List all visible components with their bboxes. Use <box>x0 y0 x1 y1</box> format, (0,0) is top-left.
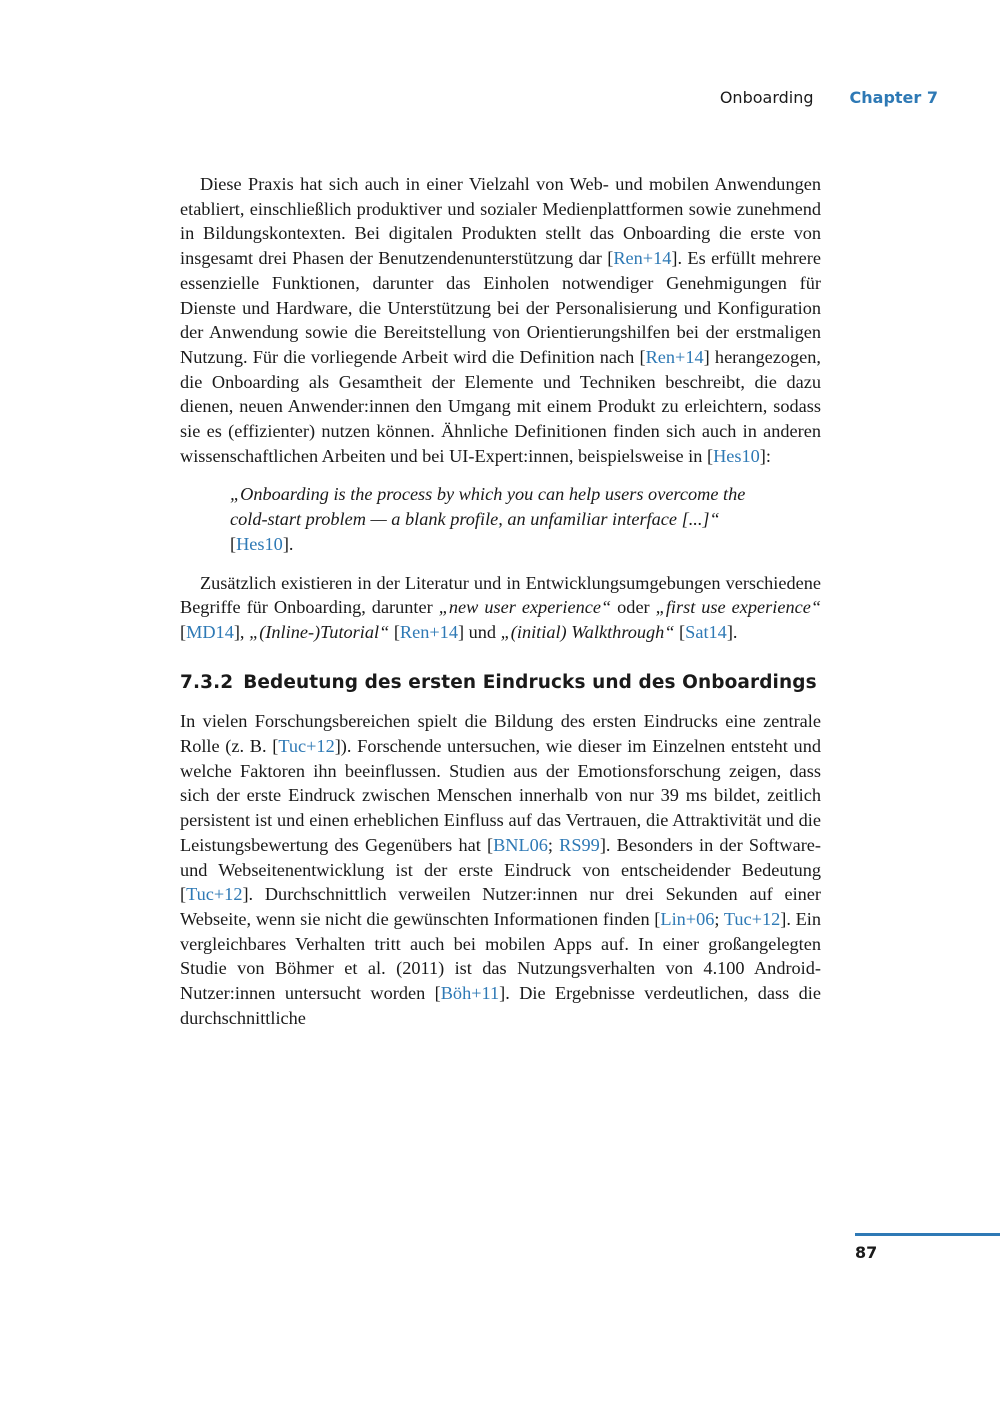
citation-link[interactable]: Lin+06 <box>660 908 715 929</box>
paragraph-2 <box>180 571 821 645</box>
citation-link[interactable]: Ren+14 <box>613 248 672 269</box>
section-number: 7.3.2 <box>180 671 234 693</box>
footer-rule <box>855 1233 1000 1236</box>
text-run: ]. Die Ergebnisse verdeutlichen, dass die durchschnittliche <box>180 983 821 1028</box>
citation-link[interactable]: RS99 <box>559 834 600 855</box>
emphasis: „(Inline-)Tutorial“ <box>249 621 390 642</box>
running-head-section: Onboarding <box>719 88 814 107</box>
citation-link[interactable]: Böh+11 <box>440 983 500 1004</box>
citation-link[interactable]: Tuc+12 <box>278 736 335 757</box>
citation-link[interactable]: BNL06 <box>493 834 548 855</box>
text-run: oder <box>611 597 656 618</box>
text-run: ]. <box>726 621 738 642</box>
paragraph-3 <box>180 709 821 1030</box>
running-head <box>720 88 938 107</box>
text-run: ], <box>233 621 250 642</box>
citation-link[interactable]: Tuc+12 <box>723 908 781 929</box>
text-run: ]: <box>759 445 771 466</box>
text-run: ]). Forschende untersuchen, wie dieser im Einzelnen entsteht und welche Faktoren ihn beeinflussen. Studien aus der Emotionsforschung zeigen, dass sich der erste Eindruck zwischen Menschen innerhalb von nur 39 ms bildet, zeitlich persistent ist und einen erheblichen Einfluss auf das Vertrauen, die Attraktivität und die Leistungsbewertung des Gegenübers hat [ <box>180 736 821 855</box>
citation-link[interactable]: Sat14 <box>685 621 727 642</box>
text-run: [ <box>389 621 400 642</box>
text-run: In vielen Forschungsbereichen spielt die Bildung des ersten Eindrucks eine zentrale Rolle (z. B. [ <box>180 711 821 757</box>
text-run: ]. <box>282 533 294 554</box>
text-run: [ <box>180 621 187 642</box>
block-quote <box>230 482 771 556</box>
text-run: [ <box>674 621 686 642</box>
emphasis: „new user experience“ <box>438 597 612 618</box>
text-run: ] und <box>457 621 501 642</box>
text-run: ]. Es erfüllt mehrere essenzielle Funktionen, darunter das Einholen notwendiger Genehmigungen für Dienste und Hardware, die Unterstützung bei der Personalisierung und Konfiguration der Anwendung sowie die Bereitstellung von Orientierungshilfen bei der erstmaligen Nutzung. Für die vorliegende Arbeit wird die Definition nach [ <box>180 248 821 367</box>
page-number: 87 <box>855 1243 878 1262</box>
text-run: ]. Durchschnittlich verweilen Nutzer:innen nur drei Sekunden auf einer Webseite, wenn sie nicht die gewünschten Informationen finden [ <box>180 884 821 929</box>
text-run: ]. Besonders in der Software- und Webseitenentwicklung ist der erste Eindruck von entscheidender Bedeutung [ <box>180 834 821 905</box>
text-run: ; <box>547 834 560 855</box>
emphasis: „(initial) Walkthrough“ <box>500 621 675 642</box>
citation-link[interactable]: Tuc+12 <box>186 884 243 905</box>
text-run: Zusätzlich existieren in der Literatur und in Entwicklungsumgebungen verschiedene Begriffe für Onboarding, darunter <box>180 572 821 618</box>
citation-link[interactable]: Hes10 <box>713 445 760 466</box>
paragraph-1 <box>180 172 821 468</box>
section-heading <box>180 671 821 696</box>
text-run: ]. Ein vergleichbares Verhalten tritt auch bei mobilen Apps auf. In einer großangelegten Studie von Böhmer et al. (2011) ist das Nutzungsverhalten von 4.100 Android-Nutzer:innen untersucht worden [ <box>180 908 821 1004</box>
running-head-chapter: Chapter 7 <box>849 88 938 107</box>
text-run: ; <box>714 908 724 929</box>
text-run: Diese Praxis hat sich auch in einer Vielzahl von Web- und mobilen Anwendungen etabliert, einschließlich produktiver und sozialer Medienplattformen sowie zunehmend in Bildungskontexten. Bei digitalen Produkten stellt das Onboarding die erste von insgesamt drei Phasen der Benutzendenunterstützung dar [ <box>180 174 821 269</box>
emphasis: „first use experience“ <box>655 597 821 618</box>
citation-link[interactable]: Ren+14 <box>645 346 704 367</box>
quote-text: „Onboarding is the process by which you can help users overcome the cold-start problem — a blank profile, an unfamiliar interface [...]“ <box>230 484 746 530</box>
text-run: [ <box>230 533 237 554</box>
section-title: Bedeutung des ersten Eindrucks und des Onboardings <box>243 671 817 693</box>
citation-link[interactable]: Hes10 <box>236 533 283 554</box>
citation-link[interactable]: Ren+14 <box>399 621 458 642</box>
page-body <box>180 172 821 1031</box>
citation-link[interactable]: MD14 <box>186 621 234 642</box>
text-run: ] herangezogen, die Onboarding als Gesamtheit der Elemente und Techniken beschreibt, die dazu dienen, neuen Anwender:innen den Umgang mit einem Produkt zu erleichtern, sodass sie es (effizienter) nutzen können. Ähnliche Definitionen finden sich auch in anderen wissenschaftlichen Arbeiten und bei UI-Expert:innen, beispielsweise in [ <box>180 346 821 466</box>
